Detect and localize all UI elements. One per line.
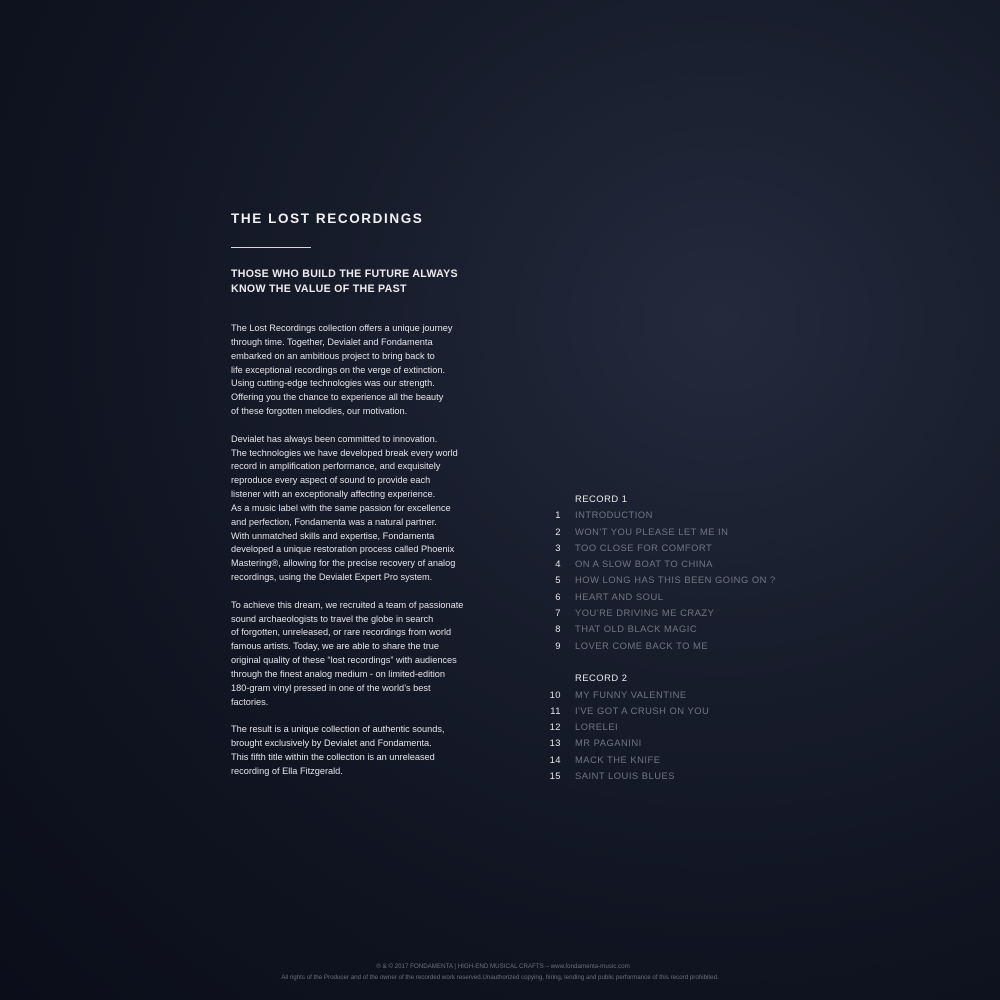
track-title: I'VE GOT A CRUSH ON YOU xyxy=(575,704,710,716)
liner-line: Offering you the chance to experience all the beauty xyxy=(231,392,444,403)
liner-line: recordings, using the Devialet Expert Pro system. xyxy=(231,572,433,583)
track-title: MR PAGANINI xyxy=(575,737,642,749)
track-title: HEART AND SOUL xyxy=(575,590,664,602)
liner-line: recording of Ella Fitzgerald. xyxy=(231,765,343,776)
liner-line: famous artists. Today, we are able to share the true xyxy=(231,641,440,652)
track-number: 9 xyxy=(555,639,561,651)
track-title: LOVER COME BACK TO ME xyxy=(575,639,709,651)
track-number: 4 xyxy=(555,558,561,570)
liner-line: record in amplification performance, and exquisitely xyxy=(231,461,441,472)
liner-line: Mastering®, allowing for the precise recovery of analog xyxy=(231,558,456,569)
track-row xyxy=(530,768,830,784)
liner-paragraph xyxy=(231,599,501,710)
track-title: WON'T YOU PLEASE LET ME IN xyxy=(575,525,729,537)
track-title: INTRODUCTION xyxy=(575,509,653,521)
track-row xyxy=(530,638,830,654)
track-title: SAINT LOUIS BLUES xyxy=(575,770,676,782)
track-number: 10 xyxy=(549,688,561,700)
liner-line: developed a unique restoration process called Phoenix xyxy=(231,544,455,555)
track-title: MACK THE KNIFE xyxy=(575,753,661,765)
track-number: 11 xyxy=(550,704,561,716)
liner-line: listener with an exceptionally affecting experience. xyxy=(231,489,436,500)
track-row xyxy=(530,572,830,588)
liner-line: of forgotten, unreleased, or rare recordings from world xyxy=(231,627,452,638)
track-row xyxy=(530,621,830,637)
rights-notice: All rights of the Producer and of the owner of the recorded work reserved.Unauthorized copying, hiring, lending and public performance of this record prohibited. xyxy=(281,973,719,981)
liner-line: original quality of these “lost recordings” with audiences xyxy=(231,655,457,666)
track-row xyxy=(530,507,830,523)
track-number: 7 xyxy=(555,607,561,619)
track-title: HOW LONG HAS THIS BEEN GOING ON ? xyxy=(575,574,776,586)
liner-line: life exceptional recordings on the verge of extinction. xyxy=(231,364,445,375)
liner-line: of these forgotten melodies, our motivation. xyxy=(231,406,408,417)
track-number: 3 xyxy=(555,541,561,553)
track-row xyxy=(530,752,830,768)
liner-line: and perfection, Fondamenta was a natural partner. xyxy=(231,516,437,527)
liner-line: Devialet has always been committed to innovation. xyxy=(231,433,438,444)
record-heading: RECORD 2 xyxy=(575,672,628,684)
liner-line: embarked on an ambitious project to bring back to xyxy=(231,350,435,361)
track-title: YOU'RE DRIVING ME CRAZY xyxy=(575,607,715,619)
track-number: 13 xyxy=(549,737,561,749)
liner-line: The technologies we have developed break every world xyxy=(231,447,458,458)
track-row xyxy=(530,589,830,605)
track-row xyxy=(530,605,830,621)
album-title: THE LOST RECORDINGS xyxy=(231,211,424,226)
liner-line: sound archaeologists to travel the globe in search xyxy=(231,613,434,624)
track-title: TOO CLOSE FOR COMFORT xyxy=(575,541,713,553)
track-number: 5 xyxy=(555,574,561,586)
track-row xyxy=(530,735,830,751)
copyright-line: ℗ & © 2017 FONDAMENTA | HIGH-END MUSICAL CRAFTS – www.fondamenta-music.com xyxy=(376,963,630,970)
liner-line: factories. xyxy=(231,696,269,707)
copyright-footer xyxy=(0,962,1000,983)
track-number: 2 xyxy=(555,525,561,537)
album-subtitle xyxy=(231,267,458,296)
liner-line: The result is a unique collection of authentic sounds, xyxy=(231,724,445,735)
liner-line: As a music label with the same passion for excellence xyxy=(231,502,451,513)
subtitle-line: THOSE WHO BUILD THE FUTURE ALWAYS xyxy=(231,268,458,280)
liner-line: The Lost Recordings collection offers a unique journey xyxy=(231,323,453,333)
liner-line: This fifth title within the collection is an unreleased xyxy=(231,752,435,763)
liner-line: 180-gram vinyl pressed in one of the world’s best xyxy=(231,682,431,693)
track-row xyxy=(530,556,830,572)
track-row xyxy=(530,703,830,719)
track-number: 14 xyxy=(549,753,561,765)
track-number: 8 xyxy=(555,623,561,635)
liner-line: With unmatched skills and expertise, Fondamenta xyxy=(231,530,435,541)
track-row xyxy=(530,719,830,735)
track-title: LORELEI xyxy=(575,721,619,733)
track-number: 6 xyxy=(555,590,561,602)
track-title: ON A SLOW BOAT TO CHINA xyxy=(575,558,713,570)
track-title: MY FUNNY VALENTINE xyxy=(575,688,687,700)
liner-paragraph xyxy=(231,723,501,778)
track-number: 1 xyxy=(555,509,561,521)
liner-line: brought exclusively by Devialet and Fondamenta. xyxy=(231,738,432,749)
liner-line: through time. Together, Devialet and Fondamenta xyxy=(231,336,433,347)
liner-line: To achieve this dream, we recruited a team of passionate xyxy=(231,599,464,610)
record-spacer xyxy=(530,654,830,670)
liner-paragraph xyxy=(231,433,501,585)
track-row xyxy=(530,524,830,540)
liner-line: Using cutting-edge technologies was our strength. xyxy=(231,378,435,389)
liner-paragraph xyxy=(231,322,501,419)
liner-line: through the finest analog medium - on limited-edition xyxy=(231,669,445,679)
liner-line: reproduce every aspect of sound to provide each xyxy=(231,475,431,486)
track-number: 12 xyxy=(549,721,561,733)
title-divider xyxy=(231,247,311,248)
tracklist xyxy=(530,491,830,784)
track-number: 15 xyxy=(549,770,561,782)
track-row xyxy=(530,687,830,703)
record-heading: RECORD 1 xyxy=(575,493,628,504)
subtitle-line: KNOW THE VALUE OF THE PAST xyxy=(231,282,407,295)
track-title: THAT OLD BLACK MAGIC xyxy=(575,623,698,635)
liner-notes xyxy=(231,322,501,779)
track-row xyxy=(530,540,830,556)
